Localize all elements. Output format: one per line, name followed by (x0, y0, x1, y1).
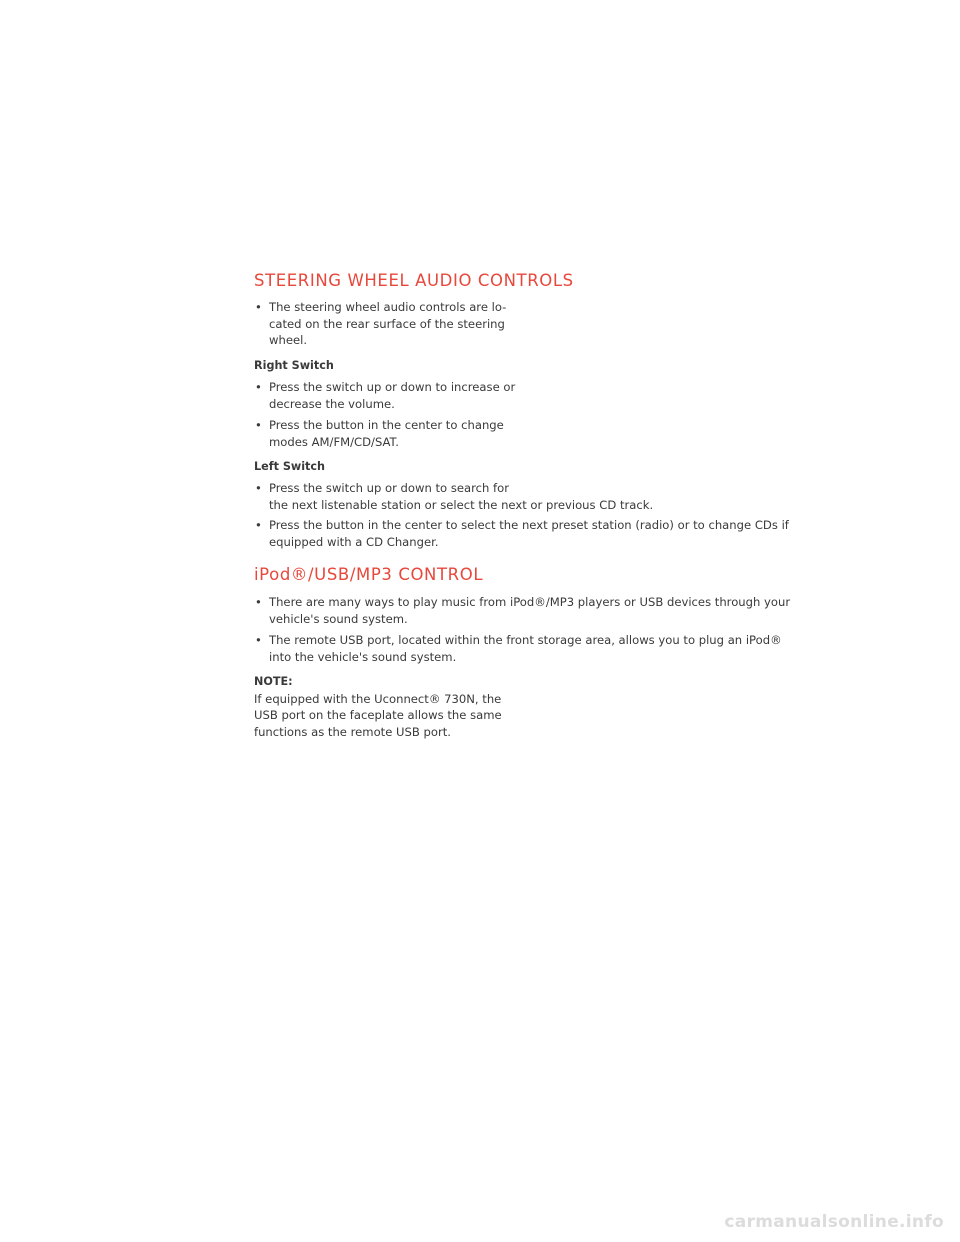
note-text-line: USB port on the faceplate allows the same (254, 708, 502, 723)
note-text-line: functions as the remote USB port. (254, 724, 451, 739)
bullet-icon: • (255, 300, 262, 314)
list-item: • Press the button in the center to change modes AM/FM/CD/SAT. (255, 418, 504, 449)
list-item: • There are many ways to play music from iPod®/MP3 players or USB devices through your vehicle's sound system. (255, 595, 791, 626)
bullet-icon: • (255, 633, 262, 647)
list-item: • The remote USB port, located within the front storage area, allows you to plug an iPod® into the vehicle's sound system. (255, 633, 782, 664)
bullet-icon: • (255, 481, 262, 495)
note-block (254, 674, 502, 740)
right-switch-bullet-volume (254, 379, 516, 412)
list-item: • Press the switch up or down to search for the next listenable station or select the next or previous CD track. (255, 481, 654, 512)
list-item: • Press the switch up or down to increase or decrease the volume. (255, 380, 516, 411)
list-item: • Press the button in the center to select the next preset station (radio) or to change CDs if equipped with a CD Changer. (255, 518, 789, 549)
bullet-icon: • (255, 518, 262, 532)
left-switch-bullet-preset (254, 517, 789, 550)
section-title-ipod-usb-mp3-control: iPod®/USB/MP3 CONTROL (254, 565, 484, 584)
watermark: carmanualsonline.info (724, 1212, 944, 1232)
section-title-steering-wheel-audio-controls: STEERING WHEEL AUDIO CONTROLS (254, 271, 574, 290)
right-switch-heading: Right Switch (254, 359, 334, 372)
bullet-icon: • (255, 380, 262, 394)
bullet-icon: • (255, 595, 262, 609)
left-switch-heading: Left Switch (254, 460, 325, 473)
steering-controls-intro (254, 299, 507, 349)
note-text-line: If equipped with the Uconnect® 730N, the (254, 691, 502, 706)
left-switch-bullet-search (254, 480, 740, 513)
right-switch-bullet-modes (254, 417, 504, 450)
ipod-bullet-ways-to-play (254, 594, 791, 627)
ipod-bullet-remote-usb-port (254, 632, 782, 665)
note-label: NOTE: (254, 675, 293, 688)
list-item: • The steering wheel audio controls are lo- cated on the rear surface of the steering wheel. (255, 300, 507, 348)
bullet-icon: • (255, 418, 262, 432)
